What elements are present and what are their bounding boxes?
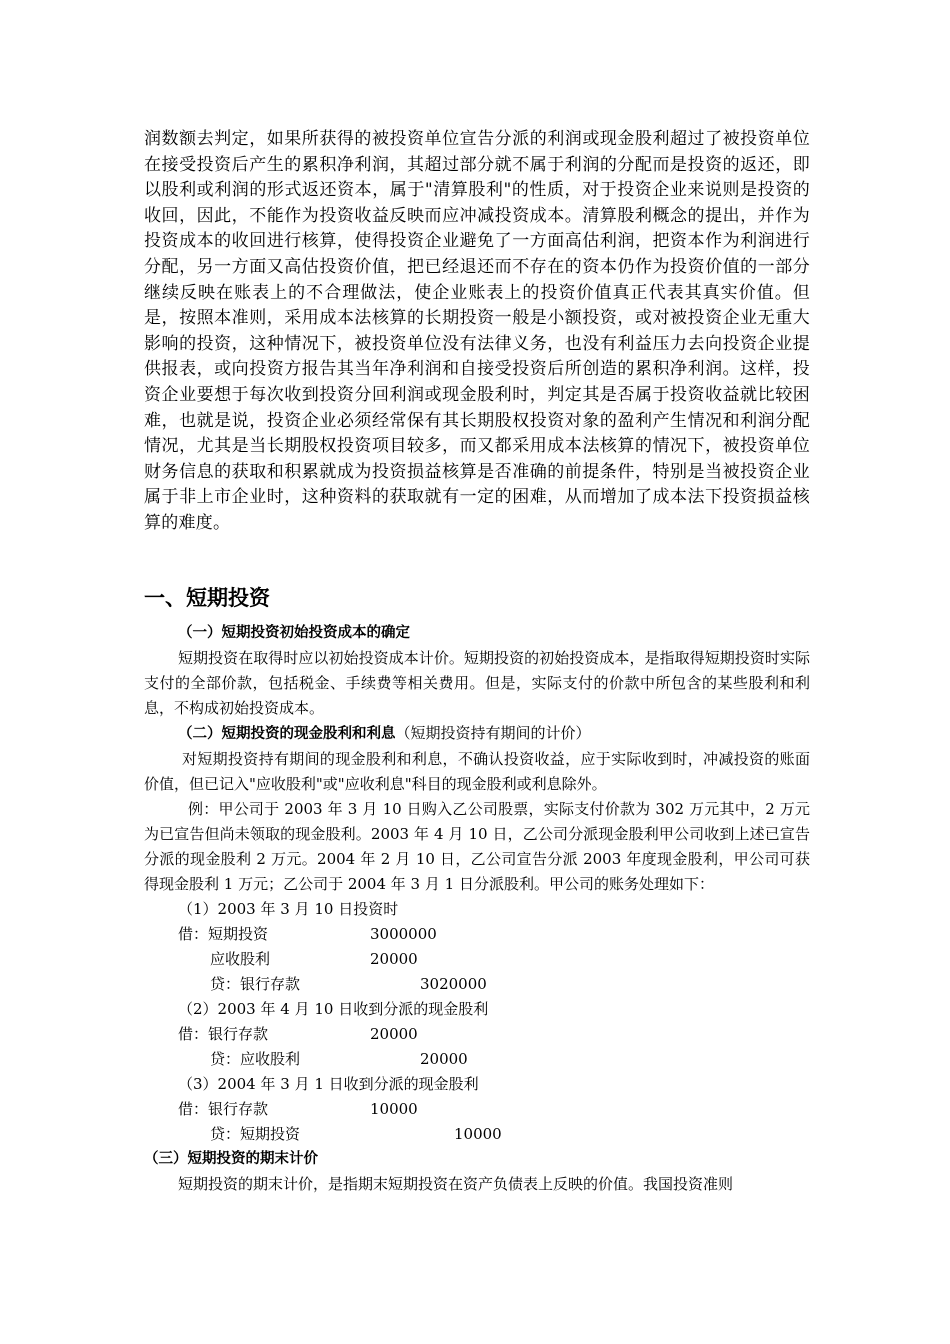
journal-3-debit-amount: 10000	[370, 1100, 418, 1118]
section-body	[144, 621, 810, 1197]
section-heading: 一、短期投资	[144, 586, 270, 610]
journal-1-debit-amount: 3000000	[370, 925, 437, 943]
journal-3-credit-amount: 10000	[454, 1125, 502, 1143]
journal-1-line-3	[144, 972, 810, 997]
subsection-2-note: （短期投资持有期间的计价）	[395, 724, 591, 742]
subsection-2-heading-line	[144, 721, 810, 747]
journal-1-line-1	[144, 922, 810, 947]
subsection-2-title: （二）短期投资的现金股利和利息	[178, 726, 396, 742]
journal-2-debit-label: 借：银行存款	[178, 1025, 269, 1043]
subsection-2-text: 对短期投资持有期间的现金股利和利息，不确认投资收益，应于实际收到时，冲减投资的账面价值，但已记入"应收股利"或"应收利息"科目的现金股利或利息除外。	[144, 750, 810, 793]
subsection-1-title: （一）短期投资初始投资成本的确定	[178, 625, 410, 641]
intro-paragraph: 润数额去判定，如果所获得的被投资单位宣告分派的利润或现金股利超过了被投资单位在接受投资后产生的累积净利润，其超过部分就不属于利润的分配而是投资的返还，即以股利或利润的形式返还资本，属于"清算股利"的性质，对于投资企业来说则是投资的收回，因此，不能作为投资收益反映而应冲减投资成本。清算股利概念的提出，并作为投资成本的收回进行核算，使得投资企业避免了一方面高估利润，把资本作为利润进行分配，另一方面又高估投资价值，把已经退还而不存在的资本仍作为投资价值的一部分继续反映在账表上的不合理做法，使企业账表上的投资价值真正代表其真实价值。但是，按照本准则，采用成本法核算的长期投资一般是小额投资，或对被投资企业无重大影响的投资，这种情况下，被投资单位没有法律义务，也没有利益压力去向投资企业提供报表，或向投资方报告其当年净利润和自接受投资后所创造的累积净利润。这样，投资企业要想于每次收到投资分回利润或现金股利时，判定其是否属于投资收益就比较困难，也就是说，投资企业必须经常保有其长期股权投资对象的盈利产生情况和利润分配情况，尤其是当长期股权投资项目较多，而又都采用成本法核算的情况下，被投资单位财务信息的获取和积累就成为投资损益核算是否准确的前提条件，特别是当被投资企业属于非上市企业时，这种资料的获取就有一定的困难，从而增加了成本法下投资损益核算的难度。	[144, 129, 810, 533]
journal-3-line-1	[144, 1097, 810, 1122]
journal-3-credit-label: 贷：短期投资	[210, 1125, 301, 1143]
example-paragraph: 例：甲公司于 2003 年 3 月 10 日购入乙公司股票，实际支付价款为 302 万元其中，2 万元为已宣告但尚未领取的现金股利。2003 年 4 月 10 日，乙公司分派现金股利甲公司收到上述已宣告分派的现金股利 2 万元。2004 年 2 月 10 日，乙公司宣告分派 2003 年度现金股利，甲公司可获得现金股利 1 万元；乙公司于 2004 年 3 月 1 日分派股利。甲公司的账务处理如下：	[144, 800, 810, 893]
journal-1-debit-amount-2: 20000	[370, 950, 418, 968]
journal-3-debit-label: 借：银行存款	[178, 1100, 269, 1118]
journal-2-line-1	[144, 1022, 810, 1047]
journal-2-debit-amount: 20000	[370, 1025, 418, 1043]
journal-1-debit-label-2: 应收股利	[210, 950, 271, 968]
journal-2-credit-label: 贷：应收股利	[210, 1050, 301, 1068]
journal-1-title: （1）2003 年 3 月 10 日投资时	[178, 900, 399, 918]
journal-3-line-2	[144, 1122, 810, 1147]
journal-3-title: （3）2004 年 3 月 1 日收到分派的现金股利	[178, 1075, 479, 1093]
subsection-3-title: （三）短期投资的期末计价	[144, 1151, 318, 1167]
journal-1-credit-label: 贷：银行存款	[210, 975, 301, 993]
subsection-1-text: 短期投资在取得时应以初始投资成本计价。短期投资的初始投资成本，是指取得短期投资时实际支付的全部价款，包括税金、手续费等相关费用。但是，实际支付的价款中所包含的某些股利和利息，不构成初始投资成本。	[144, 649, 810, 717]
journal-2-title: （2）2003 年 4 月 10 日收到分派的现金股利	[178, 1000, 489, 1018]
journal-1-line-2	[144, 947, 810, 972]
journal-1-credit-amount: 3020000	[420, 975, 487, 993]
subsection-3-text: 短期投资的期末计价，是指期末短期投资在资产负债表上反映的价值。我国投资准则	[178, 1175, 734, 1193]
journal-2-line-2	[144, 1047, 810, 1072]
journal-1-debit-label: 借：短期投资	[178, 925, 269, 943]
journal-2-credit-amount: 20000	[420, 1050, 468, 1068]
